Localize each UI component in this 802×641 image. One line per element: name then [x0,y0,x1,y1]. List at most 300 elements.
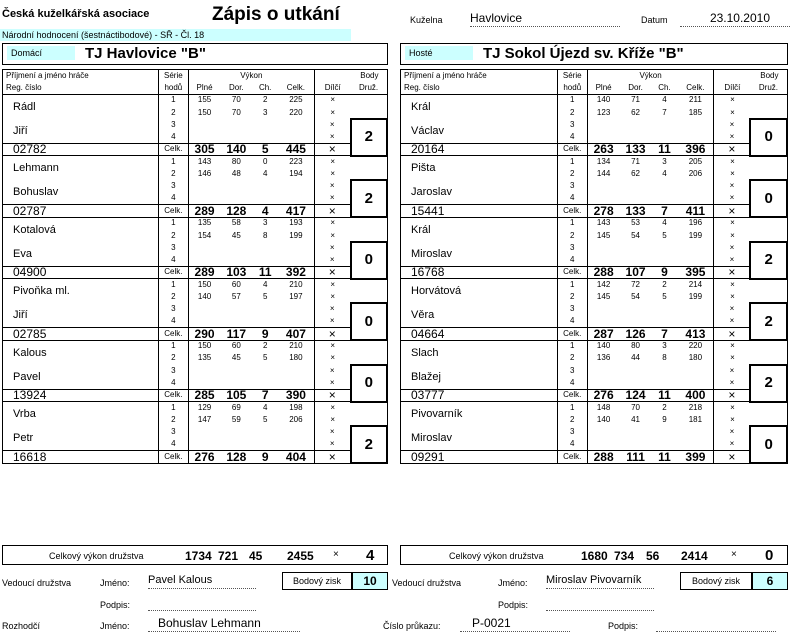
total-plne: 288 [587,451,619,463]
throw-dor: 80 [231,156,241,166]
table-row [3,205,388,217]
player-surname: Pivoňka ml. [3,279,159,304]
celk-label: Celk. [158,266,188,278]
throw-celk [677,242,714,254]
total-plne: 285 [188,389,220,401]
serie-number: 3 [557,180,587,192]
druz-empty [351,94,387,119]
throw-plne: 148 [587,402,619,414]
player-reg: 04900 [3,266,159,278]
header-hodu: hodů [557,82,587,94]
throw-ch [652,254,678,266]
player-reg: 15441 [401,205,558,217]
header-body: Body [314,70,387,82]
rozhodci-name[interactable]: Bohuslav Lehmann [148,616,300,632]
druz-empty [351,217,387,242]
throw-ch: 2 [262,341,268,351]
dilci-x: × [714,119,750,131]
dilci-x: × [314,180,350,192]
throw-plne: 135 [188,217,220,229]
celk-label: Celk. [158,451,188,463]
throw-ch [252,119,278,131]
throw-celk: 198 [289,402,303,412]
header-dilci: Dílčí [714,82,750,94]
dilci-x: × [714,131,750,143]
throw-celk [278,119,314,131]
throw-celk: 197 [289,291,303,301]
dilci-x: × [314,426,350,438]
serie-number: 2 [158,291,188,303]
druz-empty [750,402,787,427]
total-ch: 4 [252,205,278,217]
table-row [401,266,788,278]
celk-label: Celk. [158,328,188,340]
throw-ch: 9 [662,414,667,424]
player-firstname: Jaroslav [401,180,558,205]
throw-dor [220,426,252,438]
throw-dor: 54 [631,291,640,301]
dilci-x: × [714,414,750,426]
dilci-x: × [314,328,350,340]
home-total-row [2,545,388,565]
player-points: 2 [351,180,387,217]
throw-ch [252,192,278,204]
total-ch: 9 [652,266,678,278]
home-vedouci-label: Vedoucí družstva [2,578,72,588]
total-celk: 407 [278,328,314,340]
total-plne: 276 [188,451,220,463]
dilci-x: × [714,377,750,389]
throw-ch [252,438,278,450]
throw-dor [619,119,651,131]
throw-ch [252,315,278,327]
throw-dor [220,365,252,377]
throw-dor: 59 [231,414,241,424]
guest-total-label: Celkový výkon družstva [449,551,544,561]
throw-celk [677,365,714,377]
total-ch: 11 [252,266,278,278]
throw-ch: 7 [662,107,667,117]
home-podpis-field[interactable] [148,596,256,611]
throw-celk [278,192,314,204]
header-reg: Reg. číslo [401,82,558,94]
player-reg: 13924 [3,389,159,401]
table-row [401,402,788,414]
throw-dor [619,365,651,377]
header-player-name: Příjmení a jméno hráče [401,70,558,82]
serie-number: 2 [158,414,188,426]
throw-ch [252,131,278,143]
throw-plne: 142 [587,279,619,291]
header-vykon: Výkon [587,70,714,82]
serie-number: 1 [158,156,188,168]
throw-plne: 150 [188,106,220,118]
player-points: 2 [750,242,787,279]
throw-dor: 53 [631,218,640,228]
throw-plne [188,426,220,438]
table-row [3,426,388,438]
dilci-x: × [314,205,350,217]
throw-plne [587,119,619,131]
player-firstname: Bohuslav [3,180,159,205]
throw-celk: 218 [688,402,703,412]
player-firstname: Václav [401,119,558,144]
throw-dor [220,192,252,204]
throw-ch: 4 [662,95,667,105]
table-row [401,94,788,106]
dilci-x: × [314,168,350,180]
serie-number: 4 [158,377,188,389]
home-total-label: Celkový výkon družstva [49,551,144,561]
dilci-x: × [714,402,750,414]
header-dilci: Dílčí [314,82,350,94]
table-row [3,365,388,377]
throw-plne [188,131,220,143]
throw-ch: 8 [262,230,268,240]
throw-celk [677,180,714,192]
throw-plne: 134 [587,156,619,168]
total-celk: 411 [677,205,714,217]
total-plne: 305 [188,143,220,155]
player-surname: Kotalová [3,217,159,242]
throw-celk [677,315,714,327]
druz-empty [750,279,787,304]
total-dor: 133 [619,143,651,155]
throw-celk [278,131,314,143]
player-surname: Pivovarník [401,402,558,427]
throw-celk: 196 [688,218,703,228]
dilci-x: × [714,229,750,241]
total-celk: 390 [278,389,314,401]
total-dor: 103 [220,266,252,278]
throw-celk [278,315,314,327]
throw-dor [619,192,651,204]
dilci-x: × [314,94,350,106]
dilci-x: × [314,414,350,426]
player-surname: Vrba [3,402,159,427]
throw-celk: 210 [289,279,303,289]
table-row [401,451,788,463]
guest-total-plne: 1680 [581,549,608,563]
throw-dor: 54 [631,230,640,240]
throw-dor: 71 [631,156,640,166]
header-celk: Celk. [278,82,314,94]
throw-ch: 2 [262,95,268,105]
guest-jmeno-label: Jméno: [498,578,528,588]
dilci-x: × [314,131,350,143]
rozhodci-podpis-field[interactable] [656,616,776,632]
druz-empty [750,217,787,242]
home-total-ch: 45 [249,549,263,563]
druz-empty [351,402,387,427]
serie-number: 1 [557,156,587,168]
datum-field[interactable]: 23.10.2010 [680,11,790,27]
guest-total-points: 0 [765,547,774,564]
throw-celk [677,254,714,266]
serie-number: 1 [557,279,587,291]
throw-celk: 223 [289,156,303,166]
throw-celk: 214 [688,279,703,289]
serie-number: 4 [158,131,188,143]
throw-dor [619,438,651,450]
dilci-x: × [314,303,350,315]
throw-plne: 123 [587,106,619,118]
table-row [401,217,788,229]
throw-plne: 140 [587,340,619,352]
throw-ch [652,119,678,131]
serie-number: 4 [158,254,188,266]
total-celk: 413 [677,328,714,340]
header-celk: Celk. [677,82,714,94]
guest-vedouci-name[interactable]: Miroslav Pivovarník [546,574,654,589]
celk-label: Celk. [158,389,188,401]
header-plne: Plné [587,82,619,94]
dilci-x: × [314,402,350,414]
throw-ch: 5 [262,353,268,363]
guest-team-header [400,43,788,65]
dilci-x: × [714,180,750,192]
throw-plne [188,315,220,327]
serie-number: 4 [158,192,188,204]
total-dor: 117 [220,328,252,340]
dilci-x: × [314,156,350,168]
throw-ch: 0 [262,156,268,166]
table-row [3,266,388,278]
total-celk: 392 [278,266,314,278]
throw-celk: 180 [688,353,703,363]
datum-label: Datum [641,15,668,25]
throw-ch [652,315,678,327]
serie-number: 4 [158,438,188,450]
dilci-x: × [314,254,350,266]
throw-dor [619,242,651,254]
total-plne: 289 [188,205,220,217]
serie-number: 3 [158,242,188,254]
throw-ch: 4 [262,169,268,179]
celk-label: Celk. [557,266,587,278]
player-surname: Pišta [401,156,558,181]
table-row [3,340,388,352]
throw-plne [587,426,619,438]
throw-celk: 210 [289,341,303,351]
dilci-x: × [714,94,750,106]
throw-ch: 4 [662,218,667,228]
header-dor: Dor. [619,82,651,94]
guest-players-table [400,69,788,464]
throw-plne [587,180,619,192]
throw-ch [652,180,678,192]
throw-dor [220,242,252,254]
header-druz: Druž. [750,82,787,94]
serie-number: 3 [158,365,188,377]
page-title: Zápis o utkání [212,4,340,25]
dilci-x: × [314,389,350,401]
celk-label: Celk. [557,451,587,463]
player-surname: Kalous [3,340,159,365]
throw-plne [587,254,619,266]
total-dor: 128 [220,451,252,463]
throw-plne [188,303,220,315]
celk-label: Celk. [557,205,587,217]
dilci-x: × [714,328,750,340]
throw-celk [278,180,314,192]
total-plne: 287 [587,328,619,340]
throw-ch [652,438,678,450]
throw-celk [677,438,714,450]
player-firstname: Pavel [3,365,159,390]
total-plne: 278 [587,205,619,217]
throw-ch [652,365,678,377]
druz-empty [750,94,787,119]
rozhodci-jmeno-label: Jméno: [100,621,130,631]
home-total-dor: 721 [218,549,239,563]
serie-number: 1 [158,94,188,106]
druz-empty [351,156,387,181]
header-plne: Plné [188,82,220,94]
throw-celk: 211 [689,95,702,105]
guest-bodovy-zisk: 6 [752,572,788,590]
dilci-x: × [714,242,750,254]
dilci-x: × [314,143,350,155]
throw-ch [652,303,678,315]
serie-number: 2 [158,229,188,241]
total-dor: 111 [619,451,651,463]
total-dor: 140 [220,143,252,155]
serie-number: 2 [557,106,587,118]
player-surname: Lehmann [3,156,159,181]
serie-number: 2 [557,414,587,426]
table-row [3,389,388,401]
throw-celk: 199 [289,230,303,240]
table-row [401,340,788,352]
table-row [3,180,388,192]
cislo-prukazu[interactable]: P-0021 [460,616,570,632]
throw-celk: 205 [688,156,703,166]
throw-dor [619,254,651,266]
serie-number: 1 [158,402,188,414]
serie-number: 1 [158,279,188,291]
total-ch: 11 [652,143,678,155]
serie-number: 3 [557,242,587,254]
total-dor: 126 [619,328,651,340]
druz-empty [750,156,787,181]
throw-plne: 150 [188,279,220,291]
header-body: Body [714,70,787,82]
table-row [3,217,388,229]
throw-plne [188,242,220,254]
throw-ch: 5 [662,230,667,240]
table-row [401,205,788,217]
druz-empty [351,340,387,365]
table-row [401,279,788,291]
serie-number: 3 [557,365,587,377]
table-row [3,402,388,414]
throw-dor [220,438,252,450]
throw-plne [587,131,619,143]
serie-number: 1 [557,402,587,414]
throw-dor: 80 [631,341,640,351]
kuzelna-field[interactable]: Havlovice [470,11,620,27]
throw-dor: 57 [231,291,241,301]
kuzelna-label: Kuželna [410,15,443,25]
total-celk: 417 [278,205,314,217]
throw-dor [619,426,651,438]
total-dor: 105 [220,389,252,401]
dilci-x: × [714,340,750,352]
player-firstname: Věra [401,303,558,328]
throw-ch: 3 [262,107,268,117]
total-celk: 404 [278,451,314,463]
dilci-x: × [714,266,750,278]
throw-plne: 145 [587,291,619,303]
throw-plne [188,438,220,450]
throw-ch: 2 [662,279,667,289]
guest-team-name: TJ Sokol Újezd sv. Kříže "B" [483,45,684,62]
rozhodci-podpis-label: Podpis: [608,621,639,631]
throw-dor: 71 [631,95,640,105]
dilci-x: × [714,451,750,463]
throw-plne: 143 [587,217,619,229]
throw-ch [652,426,678,438]
dilci-x: × [314,266,350,278]
dilci-x: × [714,365,750,377]
guest-podpis-field[interactable] [546,596,654,611]
home-tag: Domácí [7,46,75,60]
player-firstname: Blažej [401,365,558,390]
header-ch: Ch. [652,82,678,94]
dilci-x: × [314,217,350,229]
throw-plne [188,377,220,389]
table-row [3,156,388,168]
throw-dor [220,119,252,131]
throw-plne: 154 [188,229,220,241]
throw-ch: 8 [662,353,667,363]
player-reg: 04664 [401,328,558,340]
player-firstname: Miroslav [401,426,558,451]
home-players-table [2,69,388,464]
throw-dor: 70 [631,402,640,412]
table-row [401,328,788,340]
throw-plne: 150 [188,340,220,352]
throw-celk [677,131,714,143]
dilci-x: × [314,106,350,118]
throw-celk [278,377,314,389]
table-row [401,180,788,192]
throw-ch: 5 [662,291,667,301]
throw-ch [652,131,678,143]
table-row [3,328,388,340]
total-ch: 5 [252,143,278,155]
throw-plne: 147 [188,414,220,426]
total-celk: 399 [677,451,714,463]
serie-number: 4 [557,315,587,327]
throw-plne: 140 [587,414,619,426]
table-row [401,303,788,315]
throw-celk: 206 [289,414,303,424]
throw-plne: 155 [188,94,220,106]
dilci-x: × [714,168,750,180]
celk-label: Celk. [158,143,188,155]
throw-celk [278,254,314,266]
dilci-x: × [714,315,750,327]
throw-ch [252,242,278,254]
throw-dor [220,315,252,327]
home-vedouci-name[interactable]: Pavel Kalous [148,574,256,589]
celk-label: Celk. [158,205,188,217]
throw-ch: 3 [262,218,268,228]
throw-celk: 199 [688,291,703,301]
total-dor: 128 [220,205,252,217]
